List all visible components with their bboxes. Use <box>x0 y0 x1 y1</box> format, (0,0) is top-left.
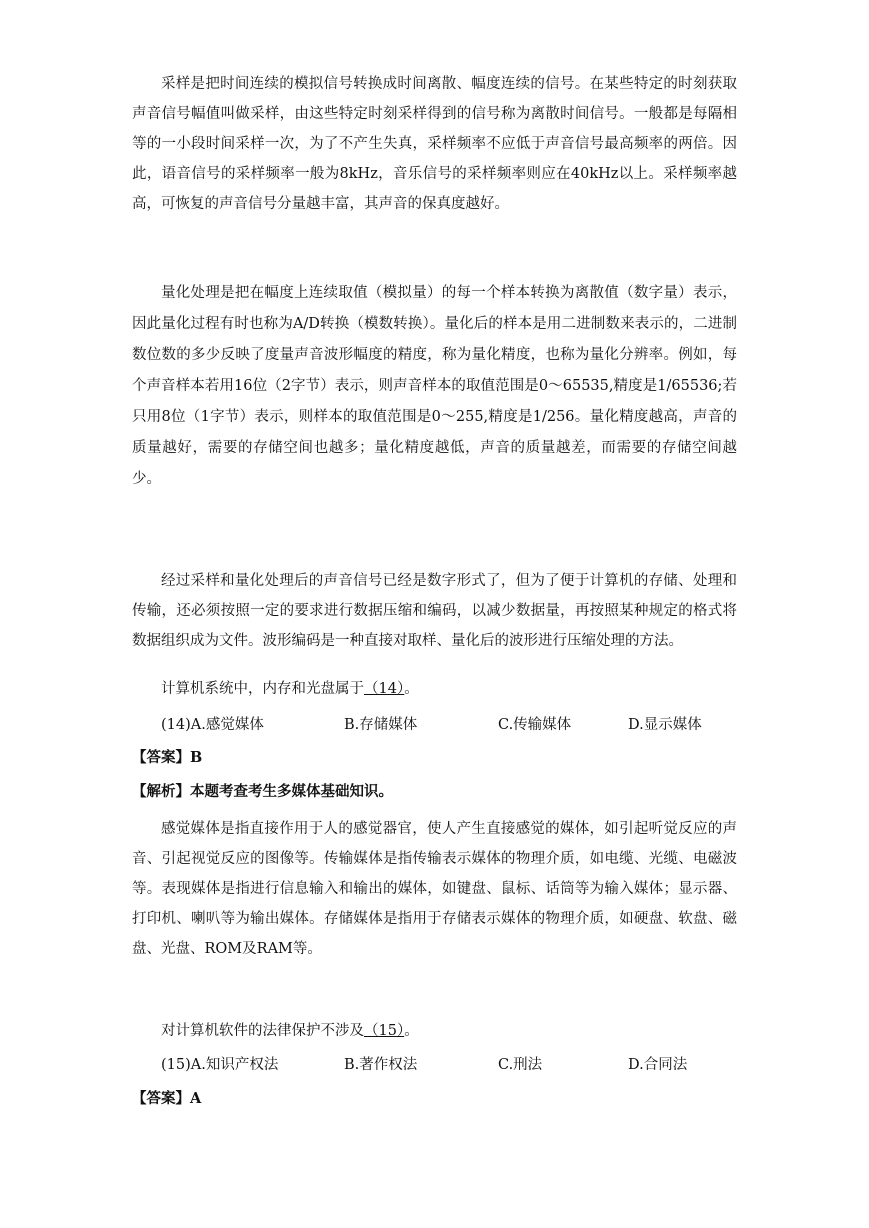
option-14-d: D.显示媒体 <box>628 717 702 733</box>
answer-15: 【答案】A <box>132 1090 202 1107</box>
question-15-blank: （15） <box>364 1023 405 1039</box>
question-15-end: 。 <box>404 1023 419 1039</box>
question-15-stem <box>161 1020 419 1042</box>
option-15-a: (15)A.知识产权法 <box>161 1057 279 1073</box>
option-14-c: C.传输媒体 <box>498 717 572 733</box>
analysis-14-title: 【解析】本题考查考生多媒体基础知识。 <box>132 783 393 800</box>
option-15-d: D.合同法 <box>628 1057 688 1073</box>
answer-14: 【答案】B <box>132 749 203 766</box>
question-14-text: 计算机系统中，内存和光盘属于 <box>161 681 364 697</box>
option-14-b: B.存储媒体 <box>344 717 418 733</box>
question-14-end: 。 <box>404 681 419 697</box>
question-14-stem <box>161 678 419 700</box>
question-14-options <box>161 714 761 736</box>
question-15-text: 对计算机软件的法律保护不涉及 <box>161 1023 364 1039</box>
option-15-b: B.著作权法 <box>344 1057 418 1073</box>
paragraph-quantization: 量化处理是把在幅度上连续取值（模拟量）的每一个样本转换为离散值（数字量）表示，因此量化过程有时也称为A/D转换（模数转换）。量化后的样本是用二进制数来表示的，二进制数位数的多少反映了度量声音波形幅度的精度，称为量化精度，也称为量化分辨率。例如，每个声音样本若用16位（2字节）表示，则声音样本的取值范围是0～65535,精度是1/65536;若只用8位（1字节）表示，则样本的取值范围是0～255,精度是1/256。量化精度越高，声音的质量越好，需要的存储空间也越多；量化精度越低，声音的质量越差，而需要的存储空间越少。 <box>132 285 737 487</box>
question-14-blank: （14） <box>364 681 405 697</box>
analysis-14-body: 感觉媒体是指直接作用于人的感觉器官，使人产生直接感觉的媒体，如引起听觉反应的声音、引起视觉反应的图像等。传输媒体是指传输表示媒体的物理介质，如电缆、光缆、电磁波等。表现媒体是指进行信息输入和输出的媒体，如键盘、鼠标、话筒等为输入媒体；显示器、打印机、喇叭等为输出媒体。存储媒体是指用于存储表示媒体的物理介质，如硬盘、软盘、磁盘、光盘、ROM及RAM等。 <box>132 821 737 957</box>
paragraph-encoding: 经过采样和量化处理后的声音信号已经是数字形式了，但为了便于计算机的存储、处理和传输，还必须按照一定的要求进行数据压缩和编码，以减少数据量，再按照某种规定的格式将数据组织成为文件。波形编码是一种直接对取样、量化后的波形进行压缩处理的方法。 <box>132 573 737 649</box>
question-15-options <box>161 1054 761 1076</box>
option-14-a: (14)A.感觉媒体 <box>161 717 264 733</box>
paragraph-sampling: 采样是把时间连续的模拟信号转换成时间离散、幅度连续的信号。在某些特定的时刻获取声音信号幅值叫做采样，由这些特定时刻采样得到的信号称为离散时间信号。一般都是每隔相等的一小段时间采样一次，为了不产生失真，采样频率不应低于声音信号最高频率的两倍。因此，语音信号的采样频率一般为8kHz，音乐信号的采样频率则应在40kHz以上。采样频率越高，可恢复的声音信号分量越丰富，其声音的保真度越好。 <box>132 76 737 212</box>
option-15-c: C.刑法 <box>498 1057 543 1073</box>
